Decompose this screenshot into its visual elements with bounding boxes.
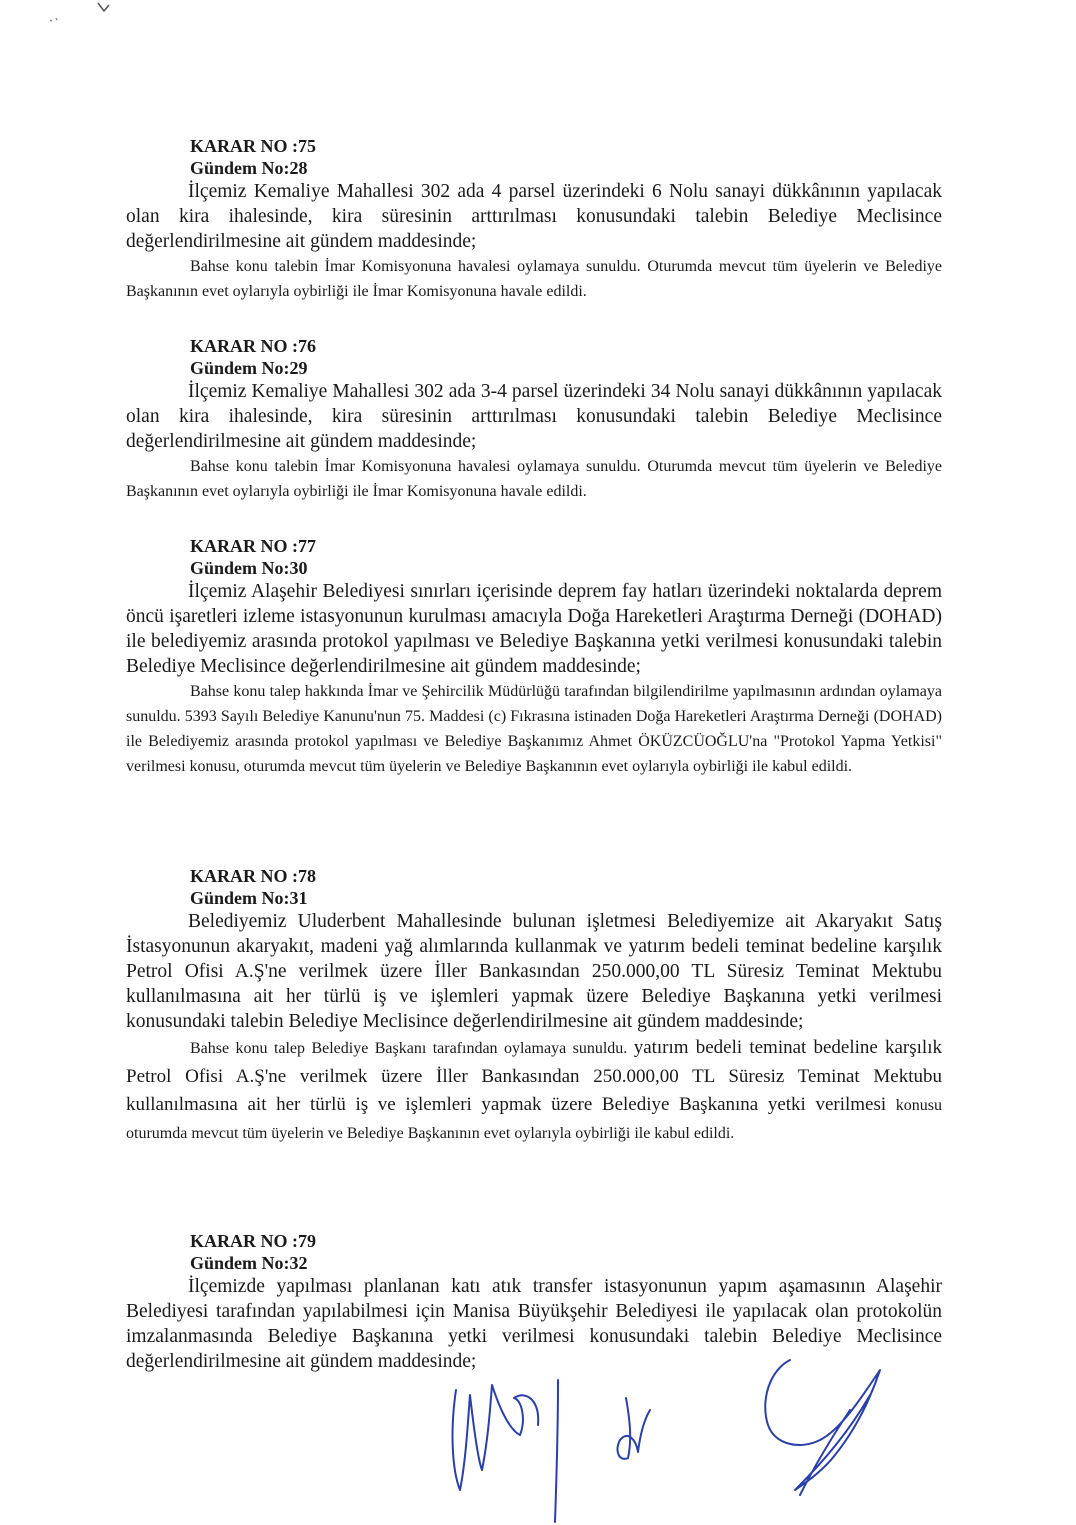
decision-number: KARAR NO :75 [190, 136, 316, 156]
scan-marks [20, 0, 110, 28]
agenda-description: İlçemizde yapılması planlanan katı atık transfer istasyonunun yapım aşamasının Alaşehir Belediyesi tarafından yapılabilmesi için Manisa Büyükşehir Belediyesi ile yapılacak olan protokolün imzalanmasında Belediye Başkanına yetki verilmesi konusundaki talebin Belediye Meclisince değerlendirilmesine ait gündem maddesinde; [126, 1276, 942, 1372]
agenda-description: İlçemiz Alaşehir Belediyesi sınırları içerisinde deprem fay hatları üzerindeki noktalarda deprem öncü işaretleri izleme istasyonunun kurulması amacıyla Doğa Hareketleri Araştırma Derneği (DOHAD) ile belediyemiz arasında protokol yapılması ve Belediye Başkanına yetki verilmesi konusundaki talebin Belediye Meclisince değerlendirilmesine ait gündem maddesinde; [126, 581, 942, 677]
agenda-description: İlçemiz Kemaliye Mahallesi 302 ada 4 parsel üzerindeki 6 Nolu sanayi dükkânının yapılacak olan kira ihalesinde, kira süresinin arttırılması konusundaki talebin Belediye Meclisince değerlendirilmesine ait gündem maddesinde; [126, 181, 942, 252]
agenda-number: Gündem No:31 [190, 888, 308, 908]
decision-result: Bahse konu talep hakkında İmar ve Şehircilik Müdürlüğü tarafından bilgilendirilme yapılmasının ardından oylamaya sunuldu. 5393 Sayılı Belediye Kanunu'nun 75. Maddesi (c) Fıkrasına istinaden Doğa Hareketleri Araştırma Derneği (DOHAD) ile Belediyemiz arasında protokol yapılması ve Belediye Başkanımız Ahmet ÖKÜZCÜOĞLU'na "Protokol Yapma Yetkisi" verilmesi konusu, oturumda mevcut tüm üyelerin ve Belediye Başkanının evet oylarıyla oybirliği ile kabul edildi. [126, 683, 942, 775]
result-part-3: konusu oturumda mevcut tüm üyelerin ve Belediye Başkanının evet oylarıyla oybirliği ile kabul edildi. [126, 1097, 942, 1142]
agenda-number: Gündem No:28 [190, 158, 308, 178]
agenda-description: İlçemiz Kemaliye Mahallesi 302 ada 3-4 parsel üzerindeki 34 Nolu sanayi dükkânının yapılacak olan kira ihalesinde, kira süresinin arttırılması konusundaki talebin Belediye Meclisince değerlendirilmesine ait gündem maddesinde; [126, 381, 942, 452]
agenda-number: Gündem No:30 [190, 558, 308, 578]
decision-number: KARAR NO :77 [190, 536, 316, 556]
result-part-2: yatırım bedeli teminat bedeline karşılık Petrol Ofisi A.Ş'ne verilmek üzere İller Bankasından 250.000,00 TL Süresiz Teminat Mektubu kullanılmasına ait her türlü iş ve işlemleri yapmak üzere Belediye Başkanına yetki verilmesi [126, 1037, 942, 1115]
decision-result: Bahse konu talebin İmar Komisyonuna havalesi oylamaya sunuldu. Oturumda mevcut tüm üyelerin ve Belediye Başkanının evet oylarıyla oybirliği ile İmar Komisyonuna havale edildi. [126, 258, 942, 300]
decision-number: KARAR NO :78 [190, 866, 316, 886]
decision-75 [126, 135, 942, 304]
signature-3 [765, 1360, 880, 1495]
signature-1-tail [555, 1380, 558, 1522]
decision-78 [126, 865, 942, 1147]
result-part-1: Bahse konu talep Belediye Başkanı tarafından oylamaya sunuldu. [190, 1040, 634, 1057]
agenda-description: Belediyemiz Uluderbent Mahallesinde bulunan işletmesi Belediyemize ait Akaryakıt Satış İstasyonunun akaryakıt, madeni yağ alımlarında kullanmak ve yatırım bedeli teminat bedeline karşılık Petrol Ofisi A.Ş'ne verilmek üzere İller Bankasından 250.000,00 TL Süresiz Teminat Mektubu kullanılmasına ait her türlü iş ve işlemleri yapmak üzere Belediye Başkanına yetki verilmesi konusundaki talebin Belediye Meclisince değerlendirilmesine ait gündem maddesinde; [126, 911, 942, 1032]
decision-result: Bahse konu talebin İmar Komisyonuna havalesi oylamaya sunuldu. Oturumda mevcut tüm üyelerin ve Belediye Başkanının evet oylarıyla oybirliği ile İmar Komisyonuna havale edildi. [126, 458, 942, 500]
decision-number: KARAR NO :76 [190, 336, 316, 356]
decision-76 [126, 335, 942, 504]
handwritten-signatures [430, 1340, 910, 1525]
agenda-number: Gündem No:32 [190, 1253, 308, 1273]
signature-2 [618, 1398, 650, 1459]
signature-1 [453, 1385, 539, 1490]
agenda-number: Gündem No:29 [190, 358, 308, 378]
decision-result [126, 1034, 942, 1147]
decision-77 [126, 535, 942, 779]
decision-number: KARAR NO :79 [190, 1231, 316, 1251]
